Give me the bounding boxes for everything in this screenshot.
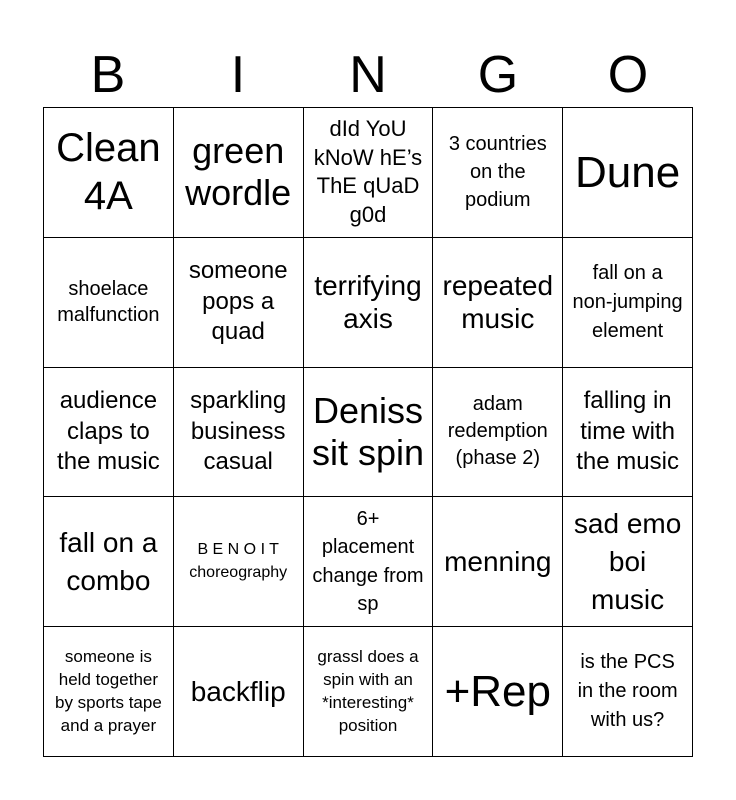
bingo-cell[interactable] [304,238,434,368]
cell-text: fall on a non-jumping element [572,261,683,342]
cell-text: audience claps to the music [57,387,160,476]
bingo-grid [43,107,693,757]
cell-text: adam redemption (phase 2) [447,393,548,470]
cell-text: Dune [575,147,681,197]
cell-text: shoelace malfunction [57,278,160,327]
bingo-cell[interactable] [174,108,304,238]
bingo-cell[interactable] [563,497,693,627]
bingo-cell[interactable] [433,627,563,757]
cell-text: sparkling business casual [190,387,287,476]
header-letter-b: B [90,46,126,104]
bingo-cell[interactable] [563,368,693,498]
header-letter-i: I [230,46,246,104]
cell-text: 3 countries on the podium [448,133,547,212]
cell-text: falling in time with the music [576,387,679,476]
bingo-cell[interactable] [304,497,434,627]
bingo-cell[interactable] [174,368,304,498]
bingo-cell[interactable] [44,238,174,368]
cell-text: Clean 4A [56,125,161,219]
bingo-cell[interactable] [174,627,304,757]
bingo-cell[interactable] [563,108,693,238]
bingo-cell[interactable] [433,238,563,368]
cell-text: terrifying axis [314,269,422,335]
cell-text: someone pops a quad [188,257,288,346]
bingo-cell[interactable] [44,108,174,238]
bingo-cell[interactable] [174,238,304,368]
cell-text: dId YoU kNoW hE’s ThE qUaD g0d [313,116,423,227]
bingo-cell[interactable] [44,497,174,627]
cell-text: +Rep [444,666,551,716]
cell-text: menning [444,545,552,577]
header-letter-n: N [349,46,387,104]
cell-text: grassl does a spin with an *interesting* position [317,646,419,735]
cell-text: backflip [190,675,286,707]
bingo-cell[interactable] [304,108,434,238]
bingo-cell[interactable] [174,497,304,627]
bingo-cell[interactable] [44,627,174,757]
cell-text: Deniss sit spin [311,389,425,473]
cell-text: sad emo boi music [573,508,682,615]
header-letter-o: O [607,46,649,104]
cell-text: fall on a combo [59,526,158,596]
bingo-cell[interactable] [563,238,693,368]
bingo-cell[interactable] [44,368,174,498]
cell-text: 6+ placement change from sp [312,508,424,616]
cell-text: green wordle [185,129,292,214]
bingo-cell[interactable] [563,627,693,757]
cell-text: repeated music [442,269,554,335]
bingo-header [43,44,693,106]
cell-text: someone is held together by sports tape and a prayer [55,646,162,735]
bingo-cell[interactable] [433,497,563,627]
bingo-cell[interactable] [304,627,434,757]
bingo-cell[interactable] [304,368,434,498]
bingo-cell[interactable] [433,108,563,238]
bingo-cell[interactable] [433,368,563,498]
cell-text: B E N O I T choreography [189,541,288,581]
header-letter-g: G [477,46,519,104]
cell-text: is the PCS in the room with us? [577,651,678,732]
